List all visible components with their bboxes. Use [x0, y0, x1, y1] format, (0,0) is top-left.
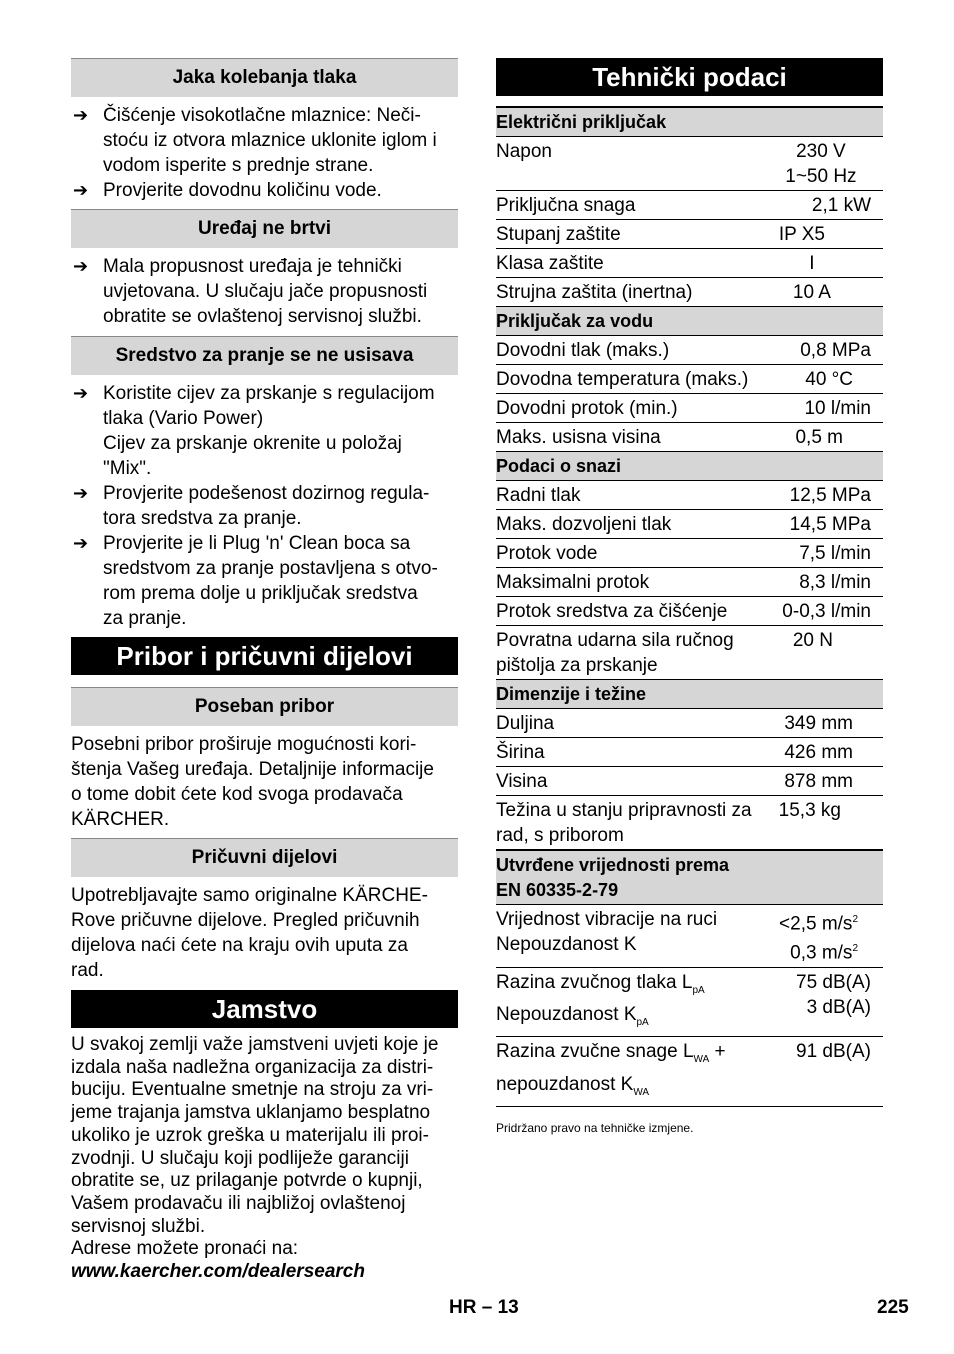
bullet: ➔ Koristite cijev za prskanje s regulacijom tlaka (Vario Power)	[73, 383, 435, 429]
heading-warranty: Jamstvo	[71, 990, 458, 1028]
spec-row: Napon 230 V 1~50 Hz	[496, 137, 883, 191]
spec-row: Razina zvučnog tlaka $L_{pA}$ Nepouzdanost $K_{pA}$ 75 dB(A) 3 dB(A)	[496, 967, 883, 1037]
bullet: ➔ Mala propusnost uređaja je tehnički uvjetovana. U slučaju jače propusnosti obratite se ovlaštenoj servisnoj službi.	[73, 256, 428, 327]
bullet: ➔ Provjerite je li Plug 'n' Clean boca sa sredstvom za pranje postavljena s otvo- rom prema dolje u priključak sredstva za pranje.	[73, 533, 438, 629]
arrow-icon: ➔	[73, 180, 89, 200]
paragraph-warranty: U svakoj zemlji važe jamstveni uvjeti koje je izdala naša nadležna organizacija za distri- buciju. Eventualne smetnje na stroju za vri- jeme trajanja jamstva uklanjamo besplatno ukoliko je uzrok greška u materijalu ili proi- zvodnji. U slučaju koji podliježe garanciji obratite se, uz prilaganje potvrde o kupnji, Vašem prodavaču ili najbližoj ovlaštenoj servisnoj službi. Adrese možete pronaći na: www.kaercher.com/dealersearch	[71, 1034, 458, 1284]
spec-row: Protok vode 7,5 l/min	[496, 539, 883, 568]
spec-section: Električni priključak	[496, 108, 883, 137]
spec-row: Razina zvučne snage $L_{WA}$ + nepouzdanost $K_{WA}$ 91 dB(A)	[496, 1037, 883, 1107]
bullet: ➔ Provjerite dovodnu količinu vode.	[73, 180, 382, 201]
spec-row: Dovodni protok (min.) 10 l/min	[496, 394, 883, 423]
spec-row: Stupanj zaštite IP X5	[496, 220, 883, 249]
heading-detergent: Sredstvo za pranje se ne usisava	[71, 336, 458, 375]
heading-spare-parts: Pričuvni dijelovi	[71, 838, 458, 877]
spec-row: Maks. usisna visina 0,5 m	[496, 423, 883, 452]
bullet-continuation: Cijev za prskanje okrenite u položaj "Mix".	[103, 433, 402, 479]
paragraph-spare-parts: Upotrebljavajte samo originalne KÄRCHE- Rove pričuvne dijelove. Pregled pričuvnih dijelova naći ćete na kraju ovih uputa za rad.	[71, 885, 428, 981]
spec-row: Težina u stanju pripravnosti za rad, s priborom 15,3 kg	[496, 796, 883, 851]
spec-section: Priključak za vodu	[496, 307, 883, 336]
spec-table	[496, 108, 883, 1107]
arrow-icon: ➔	[73, 256, 89, 276]
dealer-link[interactable]: www.kaercher.com/dealersearch	[71, 1261, 365, 1283]
heading-special-accessories: Poseban pribor	[71, 687, 458, 726]
spec-row: Dovodna temperatura (maks.) 40 °C	[496, 365, 883, 394]
spec-row: Maks. dozvoljeni tlak 14,5 MPa	[496, 510, 883, 539]
heading-technical-data: Tehnički podaci	[496, 58, 883, 96]
spec-section: Dimenzije i težine	[496, 680, 883, 709]
heading-accessories: Pribor i pričuvni dijelovi	[71, 637, 458, 675]
technical-note: Pridržano pravo na tehničke izmjene.	[496, 1120, 694, 1135]
arrow-icon: ➔	[73, 105, 89, 125]
spec-row: Vrijednost vibracije na ruci Nepouzdanost K <2,5 $m/s^2$ 0,3 $m/s^2$	[496, 905, 883, 968]
spec-row: Širina 426 mm	[496, 738, 883, 767]
spec-section: Podaci o snazi	[496, 452, 883, 481]
spec-row: Strujna zaštita (inertna) 10 A	[496, 278, 883, 307]
spec-row: Duljina 349 mm	[496, 709, 883, 738]
arrow-icon: ➔	[73, 483, 89, 503]
spec-row: Maksimalni protok 8,3 l/min	[496, 568, 883, 597]
heading-pressure: Jaka kolebanja tlaka	[71, 58, 458, 97]
arrow-icon: ➔	[73, 533, 89, 553]
bullet: ➔ Čišćenje visokotlačne mlaznice: Neči- stoću iz otvora mlaznice uklonite iglom i vodom isperite s prednje strane.	[73, 105, 437, 176]
spec-row: Priključna snaga 2,1 kW	[496, 191, 883, 220]
spec-row: Visina 878 mm	[496, 767, 883, 796]
page-label: HR – 13	[449, 1297, 519, 1318]
spec-row: Povratna udarna sila ručnog pištolja za prskanje 20 N	[496, 626, 883, 680]
left-column	[71, 58, 458, 1284]
spec-row: Radni tlak 12,5 MPa	[496, 481, 883, 510]
heading-leak: Uređaj ne brtvi	[71, 209, 458, 248]
spec-row: Klasa zaštite I	[496, 249, 883, 278]
right-column	[496, 58, 883, 1135]
paragraph-accessories: Posebni pribor proširuje mogućnosti kori- štenja Vašeg uređaja. Detaljnije informacije o tome dobit ćete kod svoga prodavača KÄRCHER.	[71, 734, 434, 830]
bullet: ➔ Provjerite podešenost dozirnog regula- tora sredstva za pranje.	[73, 483, 430, 529]
arrow-icon: ➔	[73, 383, 89, 403]
spec-section: Utvrđene vrijednosti prema EN 60335-2-79	[496, 850, 883, 905]
spec-row: Dovodni tlak (maks.) 0,8 MPa	[496, 336, 883, 365]
spec-row: Protok sredstva za čišćenje 0-0,3 l/min	[496, 597, 883, 626]
page-number: 225	[877, 1297, 909, 1318]
